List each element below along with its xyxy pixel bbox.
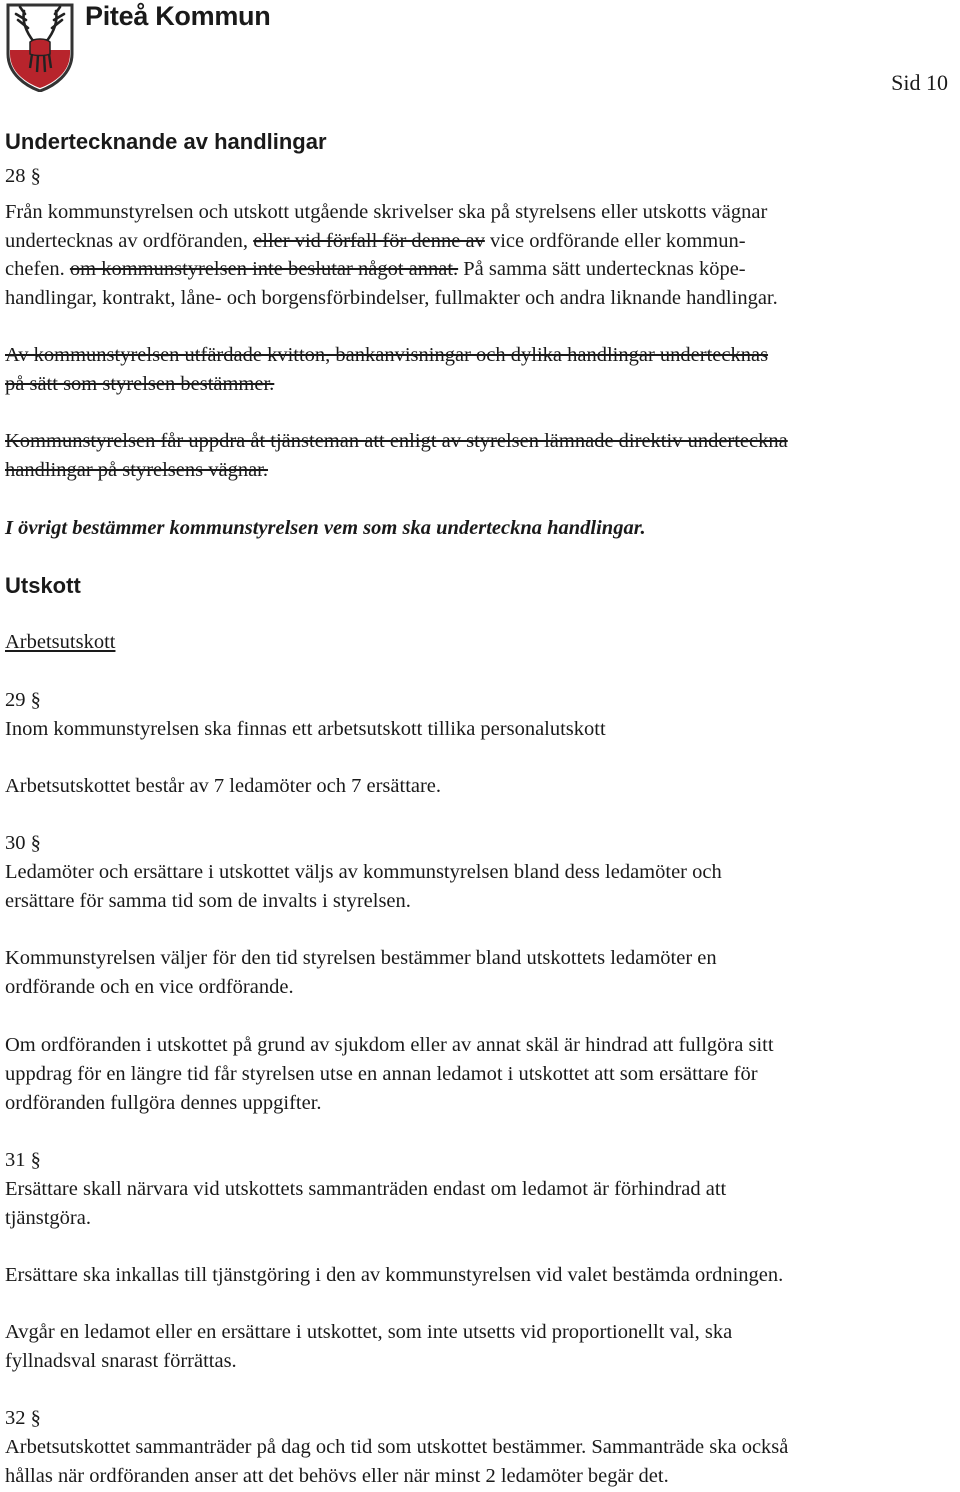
- p28-line-1: Från kommunstyrelsen och utskott utgående skrivelser ska på styrelsens eller utskotts vägnar: [5, 201, 768, 223]
- struck-paragraph-1-line-1: Av kommunstyrelsen utfärdade kvitton, bankanvisningar och dylika handlingar undertecknas: [5, 344, 769, 366]
- paragraph-number-30: 30 §: [5, 832, 41, 854]
- p30-line-6: uppdrag för en längre tid får styrelsen utse en annan ledamot i utskottet att som ersättare för: [5, 1063, 758, 1085]
- struck-text: om kommunstyrelsen inte beslutar något annat.: [69, 258, 459, 280]
- p30-line-1: Ledamöter och ersättare i utskottet väljs av kommunstyrelsen bland dess ledamöter och: [5, 861, 722, 883]
- page-number: Sid 10: [891, 70, 948, 95]
- p28-line-2: undertecknas av ordföranden, eller vid förfall för denne av vice ordförande eller kommun-: [5, 230, 746, 252]
- p32-line-2: hållas när ordföranden anser att det behövs eller när minst 2 ledamöter begär det.: [5, 1465, 669, 1487]
- p29-line-2: Arbetsutskottet består av 7 ledamöter och 7 ersättare.: [5, 775, 442, 797]
- p28-line-4: handlingar, kontrakt, låne- och borgensförbindelser, fullmakter och andra liknande handlingar.: [5, 287, 778, 309]
- section-heading-committee: Utskott: [5, 573, 81, 598]
- p31-line-3: Ersättare ska inkallas till tjänstgöring i den av kommunstyrelsen vid valet bestämda ordningen.: [5, 1264, 784, 1286]
- p30-line-5: Om ordföranden i utskottet på grund av sjukdom eller av annat skäl är hindrad att fullgöra sitt: [5, 1034, 774, 1056]
- p30-line-3: Kommunstyrelsen väljer för den tid styrelsen bestämmer bland utskottets ledamöter en: [5, 947, 717, 969]
- struck-paragraph-2-line-1: Kommunstyrelsen får uppdra åt tjänsteman att enligt av styrelsen lämnade direktiv underteckna: [5, 430, 788, 452]
- p31-line-2: tjänstgöra.: [5, 1207, 91, 1229]
- paragraph-number-29: 29 §: [5, 689, 41, 711]
- subheading-arbetsutskott: Arbetsutskott: [5, 631, 116, 653]
- pitea-coat-of-arms-logo: [4, 2, 76, 92]
- struck-text: eller vid förfall för denne av: [253, 230, 485, 252]
- p31-line-4: Avgår en ledamot eller en ersättare i utskottet, som inte utsetts vid proportionellt val, ska: [5, 1321, 733, 1343]
- paragraph-number-31: 31 §: [5, 1149, 41, 1171]
- paragraph-number-28: 28 §: [5, 165, 41, 187]
- struck-paragraph-1-line-2: på sätt som styrelsen bestämmer.: [5, 373, 275, 395]
- p28-line-3: chefen. om kommunstyrelsen inte beslutar något annat. På samma sätt undertecknas köpe-: [5, 258, 746, 280]
- p30-line-2: ersättare för samma tid som de invalts i styrelsen.: [5, 890, 411, 912]
- p30-line-4: ordförande och en vice ordförande.: [5, 976, 294, 998]
- p29-line-1: Inom kommunstyrelsen ska finnas ett arbetsutskott tillika personalutskott: [5, 718, 606, 740]
- p31-line-5: fyllnadsval snarast förrättas.: [5, 1350, 237, 1372]
- p31-line-1: Ersättare skall närvara vid utskottets sammanträden endast om ledamot är förhindrad att: [5, 1178, 727, 1200]
- section-heading-signing: Undertecknande av handlingar: [5, 129, 327, 154]
- p30-line-7: ordföranden fullgöra dennes uppgifter.: [5, 1092, 322, 1114]
- p32-line-1: Arbetsutskottet sammanträder på dag och tid som utskottet bestämmer. Sammanträde ska också: [5, 1436, 789, 1458]
- paragraph-number-32: 32 §: [5, 1407, 41, 1429]
- org-name: Piteå Kommun: [85, 1, 271, 31]
- italic-note: I övrigt bestämmer kommunstyrelsen vem som ska underteckna handlingar.: [5, 517, 646, 539]
- struck-paragraph-2-line-2: handlingar på styrelsens vägnar.: [5, 459, 269, 481]
